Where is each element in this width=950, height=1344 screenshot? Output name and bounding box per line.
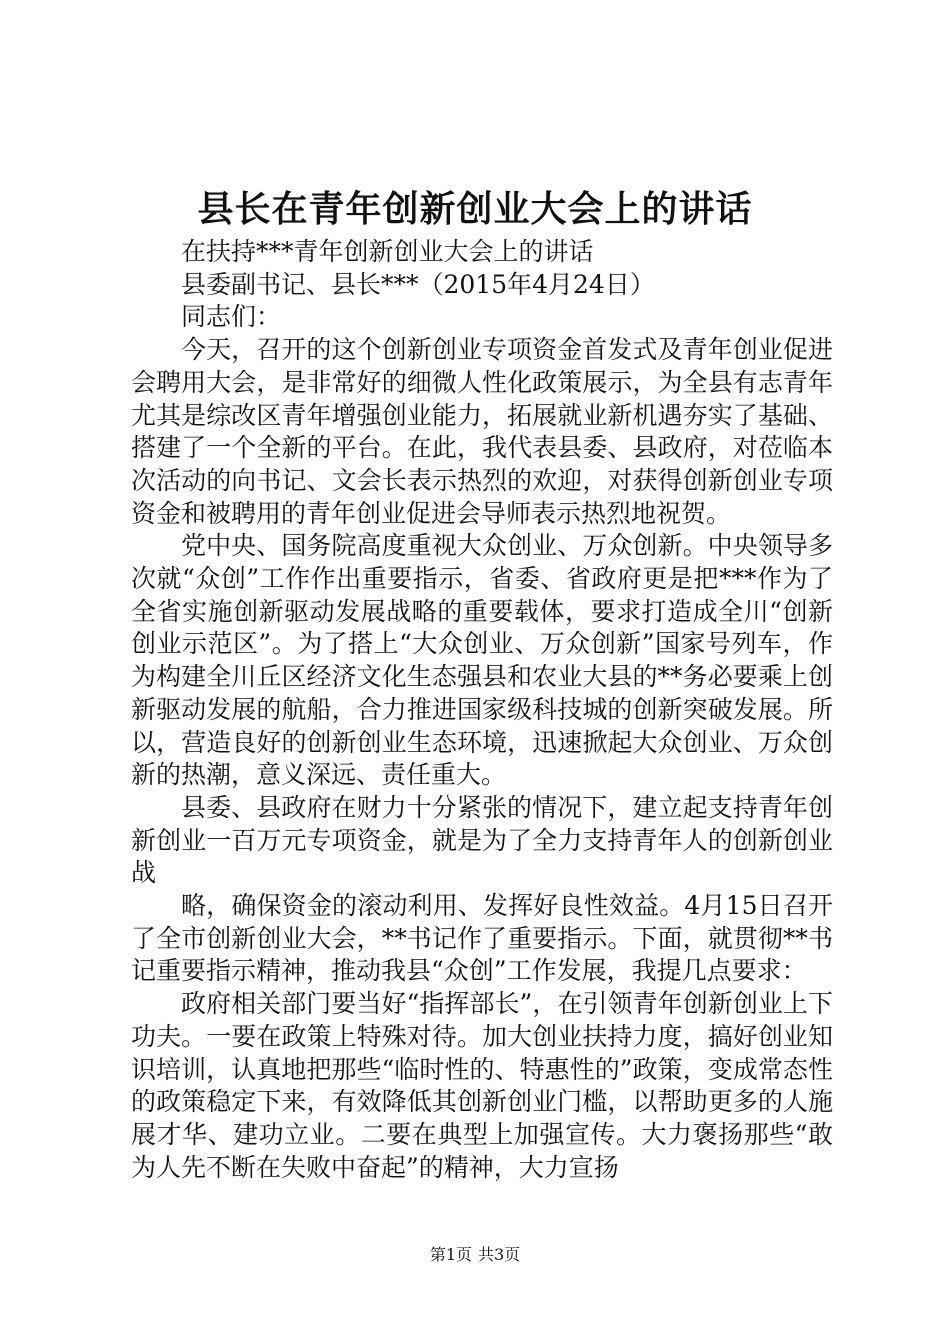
page-footer [0, 1244, 950, 1266]
paragraph: 今天，召开的这个创新创业专项资金首发式及青年创业促进会聘用大会，是非常好的细微人性化政策展示，为全县有志青年尤其是综改区青年增强创业能力，拓展就业新机遇夯实了基础、搭建了一个全新的平台。在此，我代表县委、县政府，对莅临本次活动的向书记、文会长表示热烈的欢迎，对获得创新创业专项资金和被聘用的青年创业促进会导师表示热烈地祝贺。 [131, 335, 833, 528]
document-title: 县长在青年创新创业大会上的讲话 [197, 188, 753, 230]
paragraph: 县委、县政府在财力十分紧张的情况下，建立起支持青年创新创业一百万元专项资金，就是为了全力支持青年人的创新创业战 [131, 792, 833, 888]
paragraph: 党中央、国务院高度重视大众创业、万众创新。中央领导多次就“众创”工作作出重要指示，省委、省政府更是把***作为了全省实施创新驱动发展战略的重要载体，要求打造成全川“创新创业示范区”。为了搭上“大众创业、万众创新”国家号列车，作为构建全川丘区经济文化生态强县和农业大县的**务必要乘上创新驱动发展的航船，合力推进国家级科技城的创新突破发展。所以，营造良好的创新创业生态环境，迅速掀起大众创业、万众创新的热潮，意义深远、责任重大。 [131, 531, 833, 790]
paragraph-salutation: 同志们： [181, 302, 282, 332]
page-total: 共3页 [478, 1245, 521, 1264]
paragraph: 略，确保资金的滚动利用、发挥好良性效益。4月15日召开了全市创新创业大会，**书记作了重要指示。下面，就贯彻**书记重要指示精神，推动我县“众创”工作发展，我提几点要求： [131, 891, 833, 986]
paragraph-speaker: 县委副书记、县长***（2015年4月24日） [181, 269, 655, 299]
paragraph-subtitle: 在扶持***青年创新创业大会上的讲话 [181, 237, 594, 266]
document-body [131, 236, 833, 1184]
page-number: 第1页 [429, 1245, 472, 1264]
paragraph: 政府相关部门要当好“指挥部长”，在引领青年创新创业上下功夫。一要在政策上特殊对待。加大创业扶持力度，搞好创业知识培训，认真地把那些“临时性的、特惠性的”政策，变成常态性的政策稳定下来，有效降低其创新创业门槛，以帮助更多的人施展才华、建功立业。二要在典型上加强宣传。大力褒扬那些“敢为人先不断在失败中奋起”的精神，大力宣扬 [131, 989, 833, 1182]
